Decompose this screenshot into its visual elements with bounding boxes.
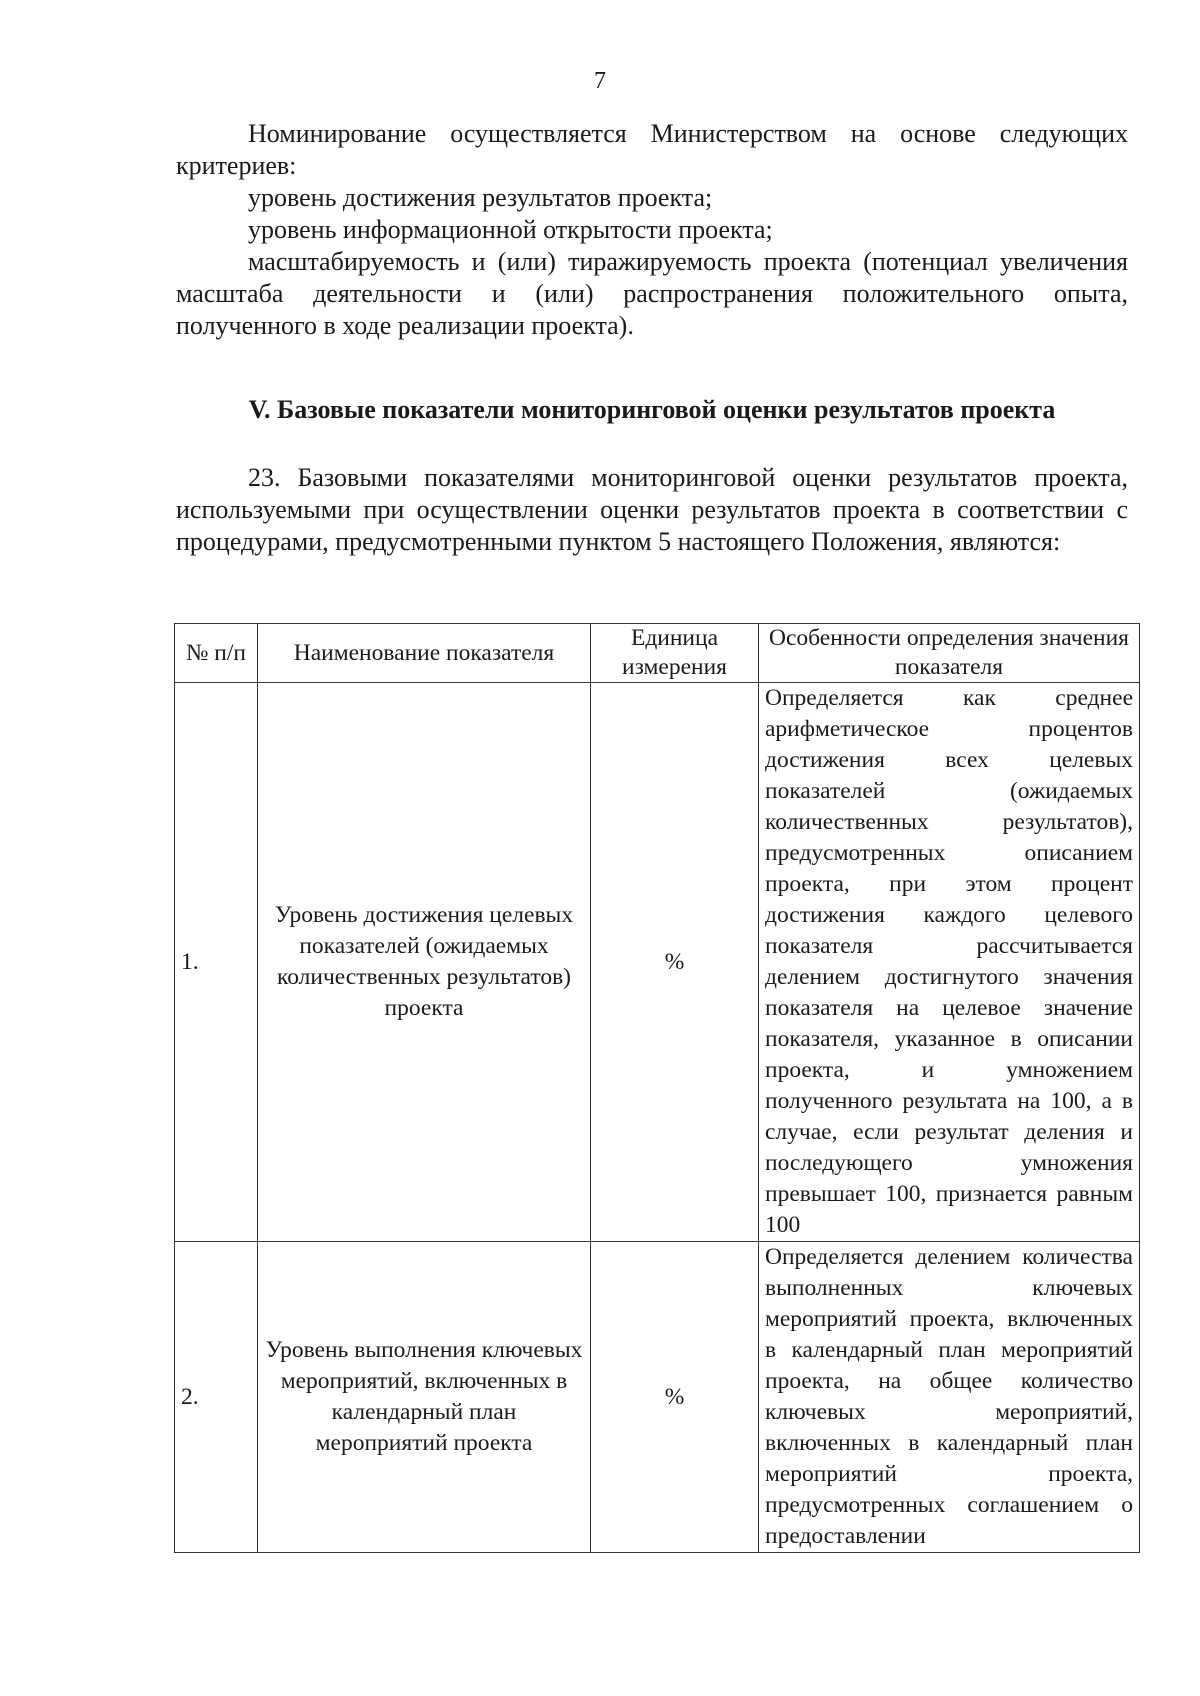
row-num: 2.: [175, 1242, 258, 1553]
row-num: 1.: [175, 683, 258, 1242]
header-num: № п/п: [175, 624, 258, 683]
indicators-table: [174, 623, 1140, 1553]
paragraph-23-text: 23. Базовыми показателями мониторинговой оценки результатов проекта, используемыми при осуществлении оценки результатов проекта в соответствии с процедурами, предусмотренными пунктом 5 настоящего Положения, являются:: [176, 463, 1128, 556]
row-desc: Определяется как среднее арифметическое процентов достижения всех целевых показателей (ожидаемых количественных результатов), предусмотренных описанием проекта, при этом процент достижения каждого целевого показателя рассчитывается делением достигнутого значения показателя на целевое значение показателя, указанное в описании проекта, и умножением полученного результата на 100, а в случае, если результат деления и последующего умножения превышает 100, признается равным 100: [759, 683, 1140, 1242]
header-desc: Особенности определения значения показателя: [759, 624, 1140, 683]
table-header-row: [175, 624, 1140, 683]
intro-criterion-results: уровень достижения результатов проекта;: [248, 183, 713, 212]
header-name: Наименование показателя: [258, 624, 591, 683]
row-name: Уровень выполнения ключевых мероприятий, включенных в календарный план мероприятий проекта: [258, 1242, 591, 1553]
row-unit: %: [591, 1242, 759, 1553]
table-row: [175, 1242, 1140, 1553]
row-desc: Определяется делением количества выполненных ключевых мероприятий проекта, включенных в календарный план мероприятий проекта, на общее количество ключевых мероприятий, включенных в календарный план мероприятий проекта, предусмотренных соглашением о предоставлении: [759, 1242, 1140, 1553]
page-number: 7: [594, 68, 606, 94]
section-heading: V. Базовые показатели мониторинговой оценки результатов проекта: [248, 395, 1056, 424]
intro-paragraph-criteria: Номинирование осуществляется Министерством на основе следующих критериев:: [176, 119, 1128, 180]
intro-text: [176, 118, 1128, 342]
header-unit: Единица измерения: [591, 624, 759, 683]
row-unit: %: [591, 683, 759, 1242]
intro-criterion-openness: уровень информационной открытости проекта;: [248, 215, 773, 244]
section-paragraph-23: [176, 462, 1128, 558]
row-name: Уровень достижения целевых показателей (ожидаемых количественных результатов) проекта: [258, 683, 591, 1242]
intro-criterion-scalability: масштабируемость и (или) тиражируемость проекта (потенциал увеличения масштаба деятельности и (или) распространения положительного опыта, полученного в ходе реализации проекта).: [176, 247, 1128, 340]
table-row: [175, 683, 1140, 1242]
